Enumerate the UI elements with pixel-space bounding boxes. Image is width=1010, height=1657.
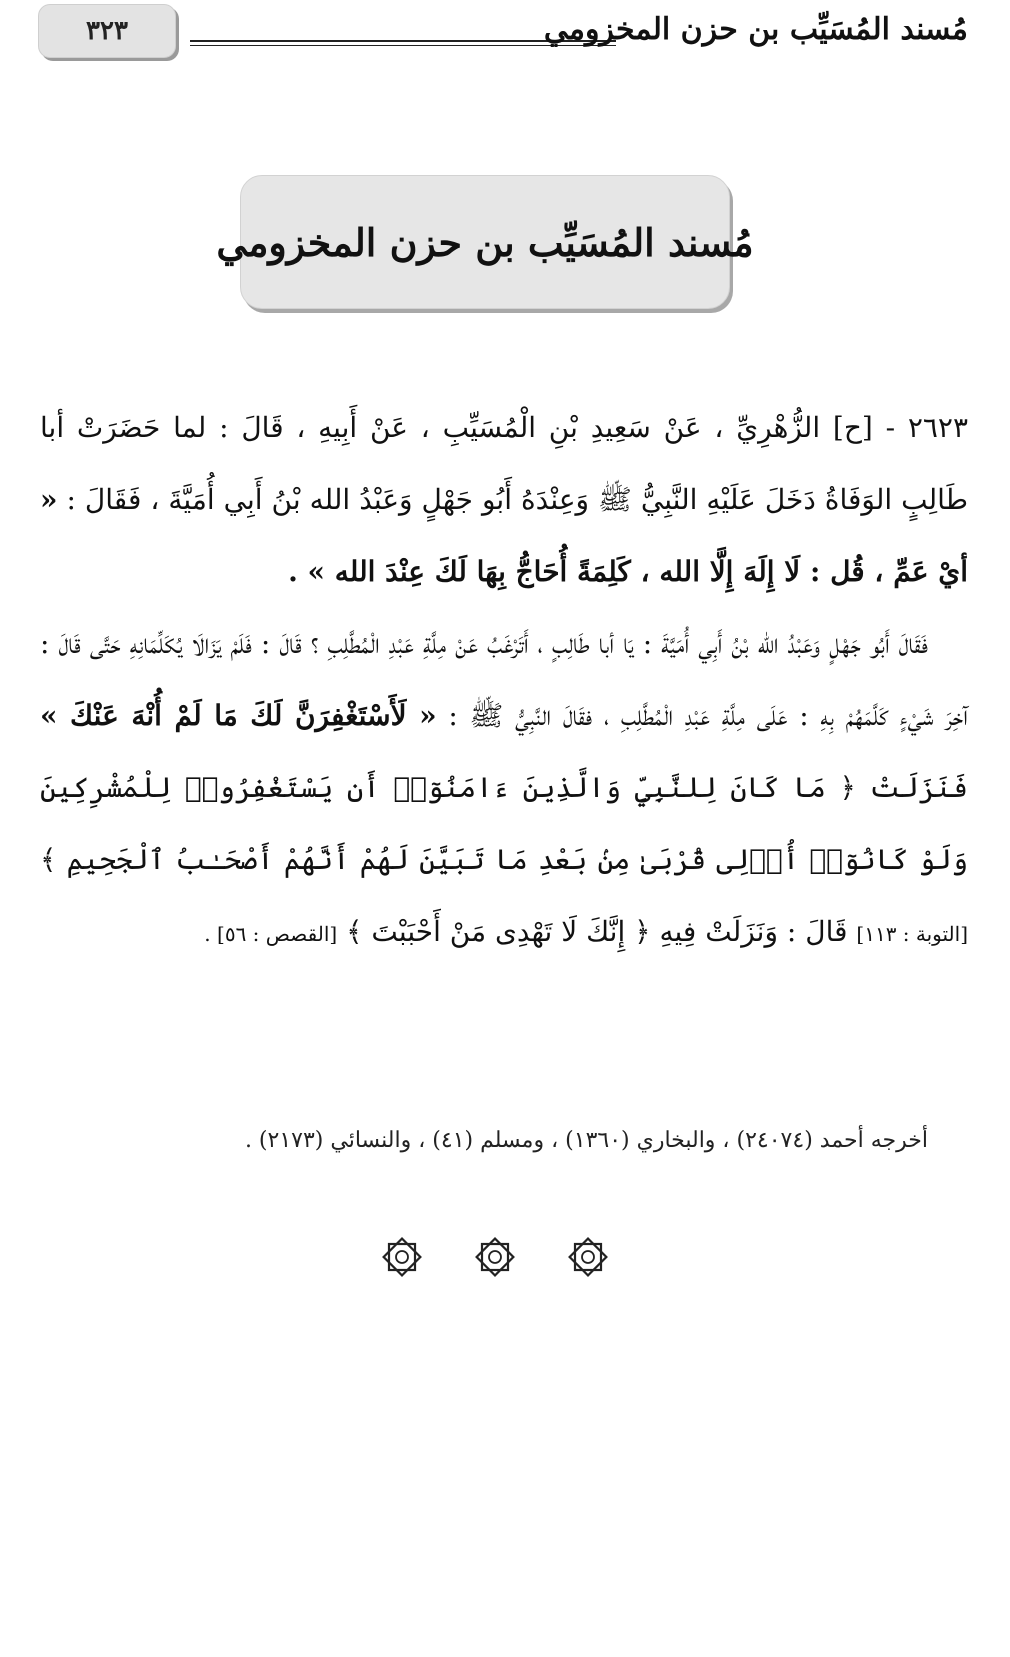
- octagram-star-icon: [380, 1235, 424, 1279]
- prophet-quote-1: « أيْ عَمِّ ، قُل : لَا إِلَهَ إِلَّا الله ، كَلِمَةً أُحَاجُّ بِهَا لَكَ عِنْدَ الله » .: [40, 483, 968, 588]
- page-number: ٣٢٣: [86, 16, 128, 46]
- page-number-box: [38, 4, 176, 58]
- chapter-title-box: [216, 175, 754, 309]
- quran-verse-1: فَنَزَلَتْ ﴿ مَا كَانَ لِلنَّبِيِّ وَالَّذِينَ ءَامَنُوٓا۟ أَن يَسْتَغْفِرُوا۟ لِلْمُشْرِكِينَ وَلَوْ كَانُوٓا۟ أُو۟لِى قُرْبَىٰ مِنۢ بَعْدِ مَا تَبَيَّنَ لَهُمْ أَنَّهُمْ أَصْحَـٰبُ ٱلْجَحِيمِ ﴾: [40, 771, 968, 876]
- quran-verse-2: قَالَ : وَنَزَلَتْ فِيهِ ﴿ إِنَّكَ لَا تَهْدِى مَنْ أَحْبَبْتَ ﴾: [346, 915, 848, 948]
- running-title: مُسند المُسَيِّب بن حزن المخزومي: [543, 12, 968, 47]
- octagram-star-icon: [566, 1235, 610, 1279]
- hadith-paragraph-2: [40, 608, 968, 970]
- hadith-narration: ٢٦٢٣ - [ح] الزُّهْرِيِّ ، عَنْ سَعِيدِ بْنِ الْمُسَيِّبِ ، عَنْ أَبِيهِ ، قَالَ : لما حَضَرَتْ أبا طَالِبٍ الوَفَاةُ دَخَلَ عَلَيْهِ النَّبِيُّ ﷺ وَعِنْدَهُ أَبُو جَهْلٍ وَعَبْدُ الله بْنُ أَبِي أُمَيَّةَ ، فَقَالَ :: [40, 411, 968, 516]
- octagram-star-icon: [473, 1235, 517, 1279]
- prophet-quote-2: « لَأَسْتَغْفِرَنَّ لَكَ مَا لَمْ أُنْهَ عَنْكَ »: [40, 699, 437, 732]
- hadith-paragraph-1: [40, 392, 968, 608]
- verse-reference-2: [القصص : ٥٦] .: [204, 922, 338, 946]
- section-end-ornaments: [380, 1232, 610, 1282]
- verse-reference-1: [التوبة : ١١٣]: [856, 922, 968, 946]
- hadith-continuation: فَقَالَ أَبُو جَهْلٍ وَعَبْدُ الله بْنُ أَبِي أُمَيَّةَ : يَا أبا طَالِبٍ ، أَتَرْغَبُ عَنْ مِلَّةِ عَبْدِ الْمُطَّلِبِ ؟ قَالَ : فَلَمْ يَزَالَا يُكَلِّمَانِهِ حَتَّى قَالَ : آخِرَ شَيْءٍ كَلَّمَهُمْ بِهِ : عَلَى مِلَّةِ عَبْدِ الْمُطَّلِبِ ، فقَالَ النَّبِيُّ ﷺ :: [40, 627, 969, 732]
- chapter-title: مُسند المُسَيِّب بن حزن المخزومي: [216, 219, 754, 265]
- hadith-text: [40, 392, 968, 970]
- takhrij-footnote: أخرجه أحمد (٢٤٠٧٤) ، والبخاري (١٣٦٠) ، ومسلم (٤١) ، والنسائي (٢١٧٣) .: [244, 1128, 928, 1153]
